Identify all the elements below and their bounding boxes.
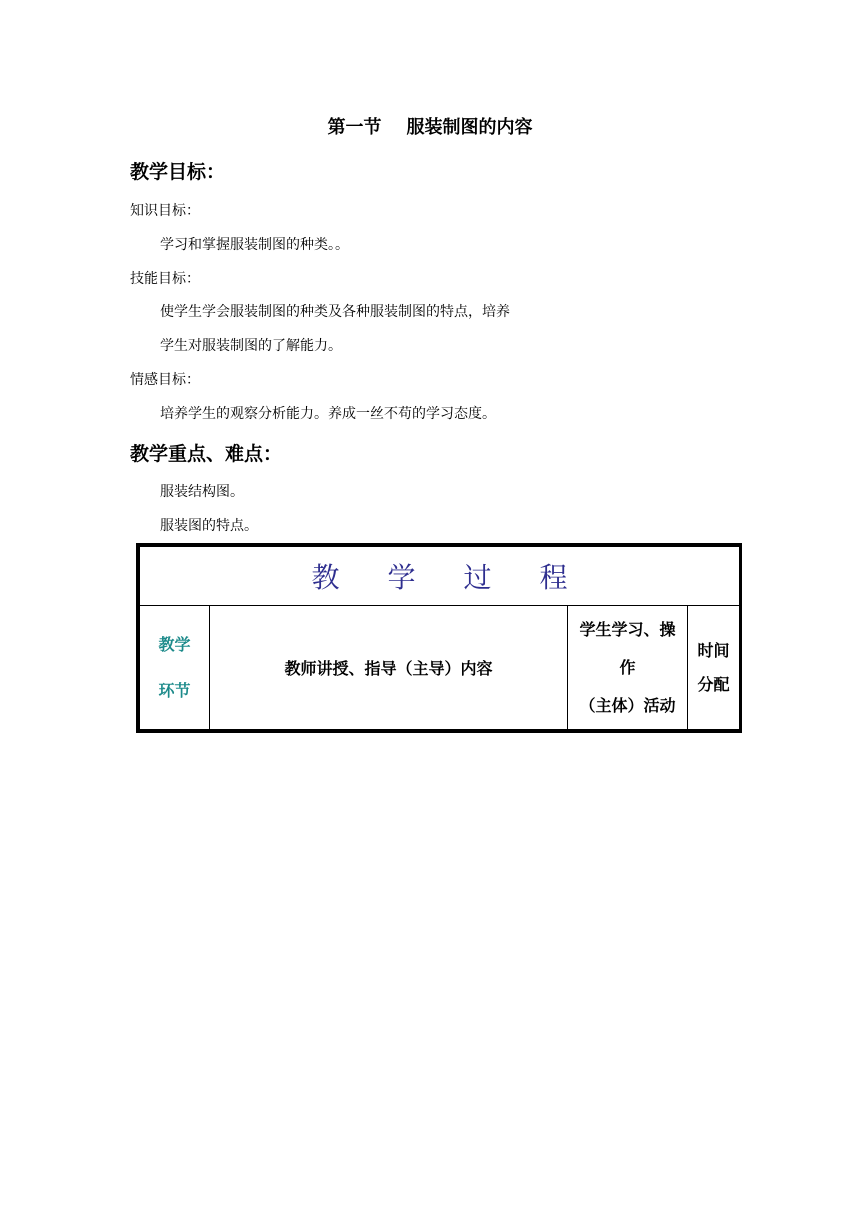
header-student-activity-line3: （主体）活动 — [579, 695, 676, 715]
header-teaching-stage-line1: 教学 — [158, 634, 191, 654]
skill-objective-text-line2: 学生对服装制图的了解能力。 — [160, 338, 342, 354]
header-time-allocation-line1: 时间 — [697, 640, 730, 660]
header-student-activity — [568, 606, 688, 730]
header-teacher-content: 教师讲授、指导（主导）内容 — [210, 606, 568, 730]
process-table-title — [140, 547, 740, 606]
keypoint-item: 服装图的特点。 — [160, 518, 258, 534]
header-time-allocation-line2: 分配 — [697, 674, 730, 694]
header-student-activity-line1: 学生学习、操 — [579, 619, 676, 639]
header-time-allocation — [688, 606, 740, 730]
header-teaching-stage — [140, 606, 210, 730]
knowledge-objective-label: 知识目标： — [130, 203, 200, 219]
keypoints-heading: 教学重点、难点： — [130, 443, 283, 465]
table-title-char: 程 — [539, 561, 568, 594]
header-student-activity-line2: 作 — [619, 657, 636, 677]
emotion-objective-text: 培养学生的观察分析能力。养成一丝不苟的学习态度。 — [160, 406, 496, 422]
table-title-char: 过 — [463, 561, 492, 594]
process-table — [136, 543, 742, 733]
keypoint-item: 服装结构图。 — [160, 484, 244, 500]
emotion-objective-label: 情感目标： — [130, 372, 200, 388]
knowledge-objective-text: 学习和掌握服装制图的种类。。 — [160, 237, 349, 253]
page-title: 第一节 服装制图的内容 — [327, 117, 533, 138]
header-teaching-stage-line2: 环节 — [158, 680, 191, 700]
table-title-char: 教 — [311, 561, 340, 594]
objectives-heading: 教学目标： — [130, 161, 226, 183]
skill-objective-text-line1: 使学生学会服装制图的种类及各种服装制图的特点，培养 — [160, 304, 510, 320]
skill-objective-label: 技能目标： — [130, 271, 200, 287]
table-title-char: 学 — [387, 561, 416, 594]
